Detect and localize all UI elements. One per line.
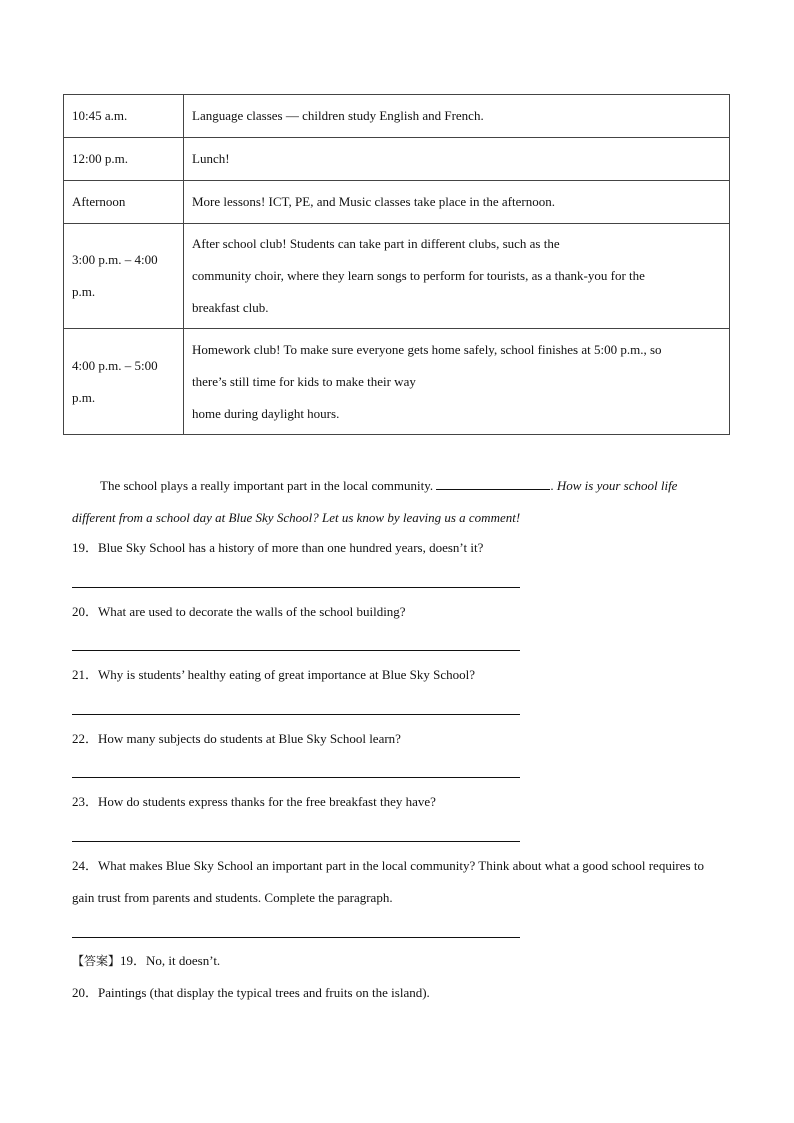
answer-line-22[interactable] (72, 777, 520, 778)
time-cell: 10:45 a.m. (64, 95, 184, 138)
answer-line-24[interactable] (72, 937, 520, 938)
activity-cell: Language classes — children study English and French. (184, 95, 730, 138)
answer-line-23[interactable] (72, 841, 520, 842)
fill-blank[interactable] (436, 475, 550, 490)
table-row (64, 181, 730, 224)
activity-cell: After school club! Students can take part in different clubs, such as the community choir, where they learn songs to perform for tourists, as a thank-you for the breakfast club. (184, 224, 730, 329)
activity-cell: Lunch! (184, 138, 730, 181)
activity-cell: More lessons! ICT, PE, and Music classes take place in the afternoon. (184, 181, 730, 224)
question-22: 22．How many subjects do students at Blue Sky School learn? (72, 731, 401, 746)
time-cell: Afternoon (64, 181, 184, 224)
paragraph-italic: How is your school life different from a school day at Blue Sky School? Let us know by leaving us a comment! (72, 478, 678, 525)
activity-cell: Homework club! To make sure everyone gets home safely, school finishes at 5:00 p.m., so there’s still time for kids to make their way home during daylight hours. (184, 329, 730, 435)
answer-line-19[interactable] (72, 587, 520, 588)
table-row (64, 224, 730, 329)
answer-line-20[interactable] (72, 650, 520, 651)
time-cell: 4:00 p.m. – 5:00 p.m. (64, 329, 184, 435)
question-20: 20．What are used to decorate the walls of the school building? (72, 604, 406, 619)
question-19: 19．Blue Sky School has a history of more than one hundred years, doesn’t it? (72, 540, 484, 555)
table-row (64, 138, 730, 181)
answer-line-21[interactable] (72, 714, 520, 715)
time-cell: 3:00 p.m. – 4:00 p.m. (64, 224, 184, 329)
schedule-table (63, 94, 730, 435)
answer-20: 20．Paintings (that display the typical trees and fruits on the island). (72, 985, 430, 1000)
table-row (64, 95, 730, 138)
question-24: 24．What makes Blue Sky School an important part in the local community? Think about what a good school requires to gain trust from parents and students. Complete the paragraph. (72, 858, 704, 905)
passage-paragraph: The school plays a really important part in the local community. . How is your school life different from a school day at Blue Sky School? Let us know by leaving us a comment! (72, 470, 722, 534)
time-cell: 12:00 p.m. (64, 138, 184, 181)
question-23: 23．How do students express thanks for the free breakfast they have? (72, 794, 436, 809)
table-row (64, 329, 730, 435)
paragraph-lead: The school plays a really important part in the local community. (100, 478, 434, 493)
question-21: 21．Why is students’ healthy eating of great importance at Blue Sky School? (72, 667, 476, 682)
answer-19: 【答案】19．No, it doesn’t. (72, 953, 221, 968)
answer-label: 【答案】 (72, 954, 121, 968)
